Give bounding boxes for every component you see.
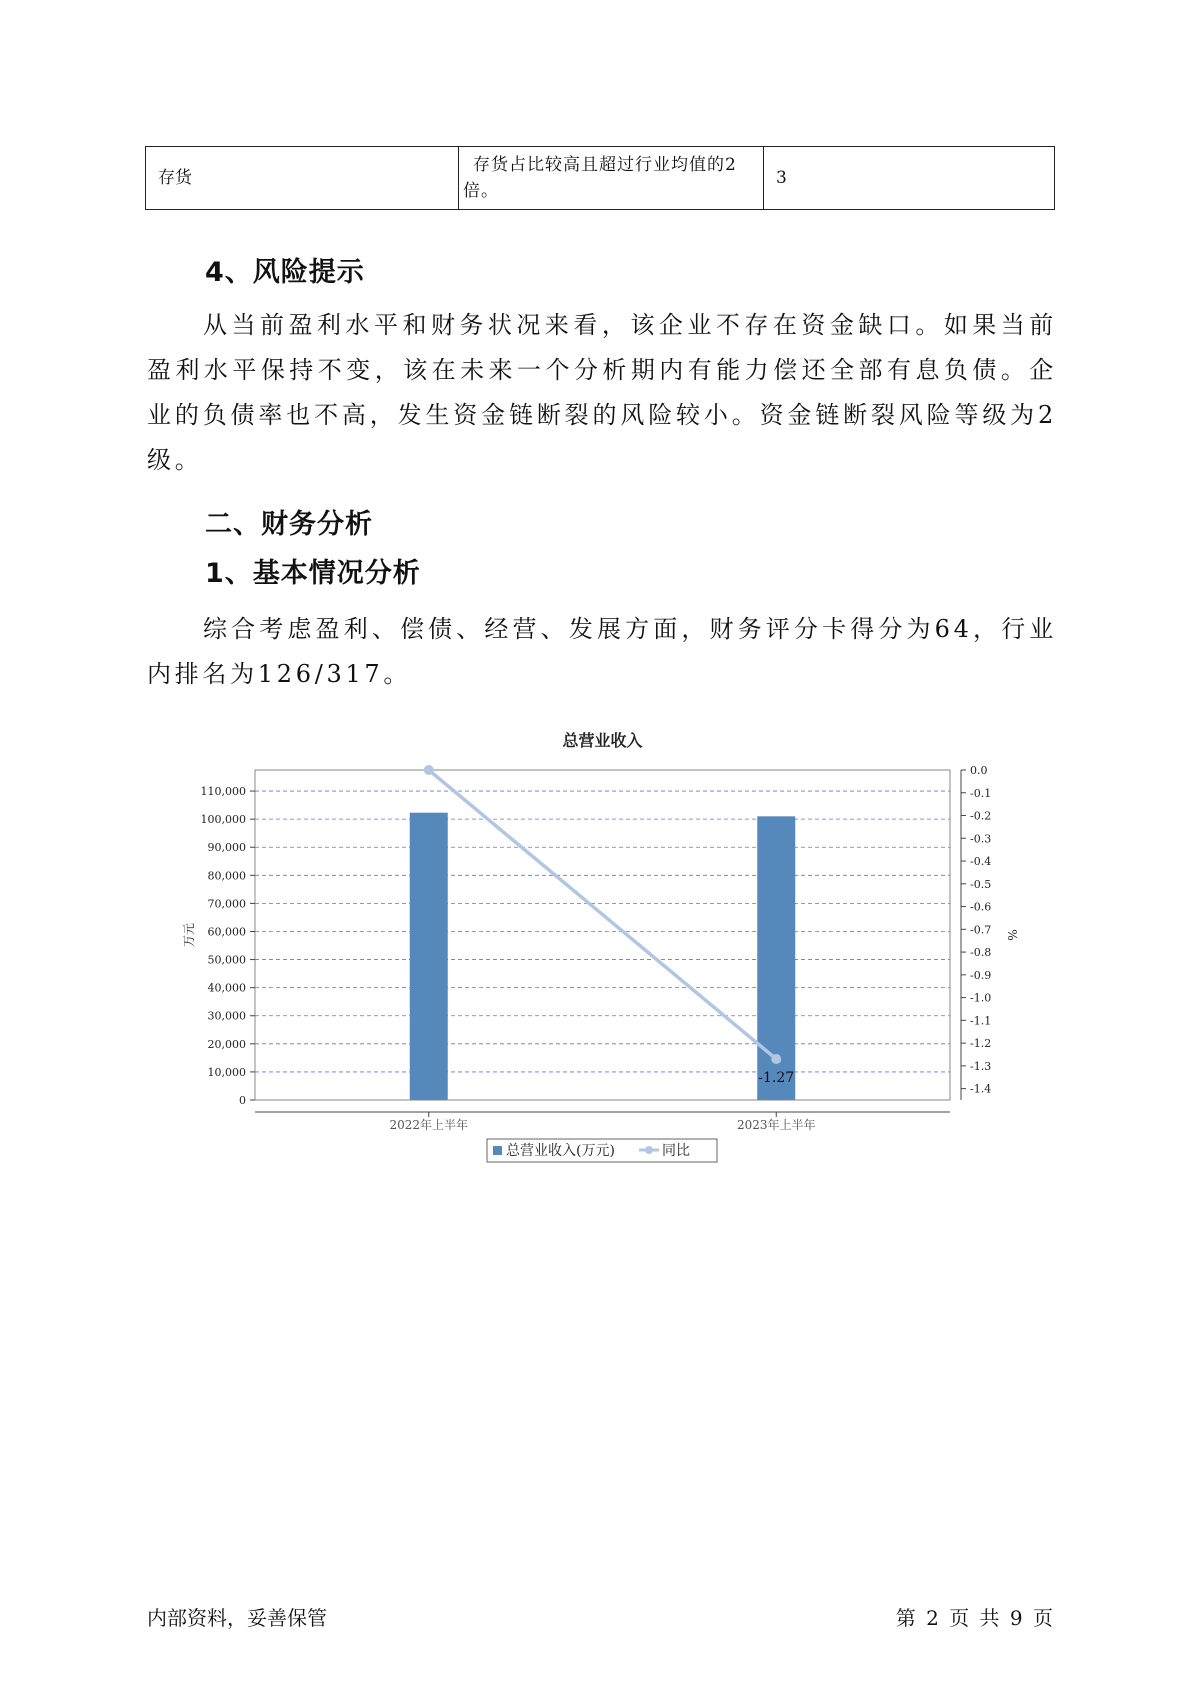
risk-heading: 4、风险提示: [205, 257, 365, 288]
right-axis-tick-label: -0.7: [970, 923, 992, 937]
legend-bar-swatch: [493, 1146, 502, 1155]
right-axis-tick-label: -0.8: [970, 946, 992, 960]
left-axis-label: 万元: [182, 922, 196, 948]
right-axis-label: %: [1005, 929, 1019, 941]
risk-table: [145, 146, 1055, 210]
x-axis-tick-label: 2022年上半年: [389, 1118, 469, 1132]
left-axis-tick-label: 60,000: [207, 925, 246, 939]
right-axis-tick-label: -0.9: [970, 968, 992, 982]
revenue-chart: [180, 720, 1030, 1180]
revenue-bar: [410, 813, 448, 1100]
right-axis-tick-label: -0.1: [970, 786, 992, 800]
right-axis-tick-label: -1.1: [970, 1014, 992, 1028]
chart-title: 总营业收入: [562, 731, 643, 750]
right-axis-tick-label: -1.4: [970, 1082, 992, 1096]
right-axis-tick-label: 0.0: [970, 764, 988, 777]
legend-line-label: 同比: [662, 1143, 690, 1159]
right-axis-tick-label: -1.3: [970, 1059, 992, 1073]
left-axis-tick-label: 80,000: [207, 869, 246, 883]
risk-item-cell: 存货: [146, 147, 459, 210]
left-axis-tick-label: 90,000: [207, 841, 246, 855]
right-axis-tick-label: -1.0: [970, 991, 992, 1005]
footer-confidential: 内部资料，妥善保管: [147, 1606, 327, 1630]
left-axis-tick-label: 30,000: [207, 1009, 246, 1023]
x-axis-tick-label: 2023年上半年: [736, 1118, 816, 1132]
left-axis-tick-label: 110,000: [200, 785, 246, 799]
left-axis-tick-label: 50,000: [207, 953, 246, 967]
footer-page-number: 第 2 页 共 9 页: [895, 1606, 1053, 1630]
left-axis-tick-label: 70,000: [207, 897, 246, 911]
left-axis-tick-label: 10,000: [207, 1065, 246, 1079]
right-axis-tick-label: -1.2: [970, 1037, 992, 1051]
right-axis-tick-label: -0.5: [970, 877, 992, 891]
risk-description-cell: 存货占比较高且超过行业均值的2倍。: [459, 147, 764, 210]
basic-analysis-heading: 1、基本情况分析: [205, 558, 421, 589]
left-axis-tick-label: 0: [239, 1094, 246, 1107]
left-axis-tick-label: 100,000: [200, 813, 246, 827]
left-axis-tick-label: 20,000: [207, 1037, 246, 1051]
yoy-point: [771, 1054, 781, 1064]
revenue-chart-svg: [180, 720, 1030, 1180]
legend-line-marker: [645, 1146, 653, 1154]
legend-bar-label: 总营业收入(万元): [506, 1143, 615, 1159]
risk-paragraph: 从当前盈利水平和财务状况来看，该企业不存在资金缺口。如果当前盈利水平保持不变，该在未来一个分析期内有能力偿还全部有息负债。企业的负债率也不高，发生资金链断裂的风险较小。资金链断裂风险等级为2级。: [147, 311, 1057, 474]
right-axis-tick-label: -0.6: [970, 900, 992, 914]
right-axis-tick-label: -0.2: [970, 809, 992, 823]
yoy-data-label: -1.27: [758, 1070, 795, 1087]
left-axis-tick-label: 40,000: [207, 981, 246, 995]
right-axis-tick-label: -0.4: [970, 855, 992, 869]
basic-analysis-paragraph: 综合考虑盈利、偿债、经营、发展方面，财务评分卡得分为64，行业内排名为126/317。: [147, 615, 1057, 688]
risk-level-cell: 3: [764, 147, 1055, 210]
table-row: [146, 147, 1055, 210]
finance-heading: 二、财务分析: [205, 509, 373, 540]
right-axis-tick-label: -0.3: [970, 832, 992, 846]
yoy-point: [424, 765, 434, 775]
